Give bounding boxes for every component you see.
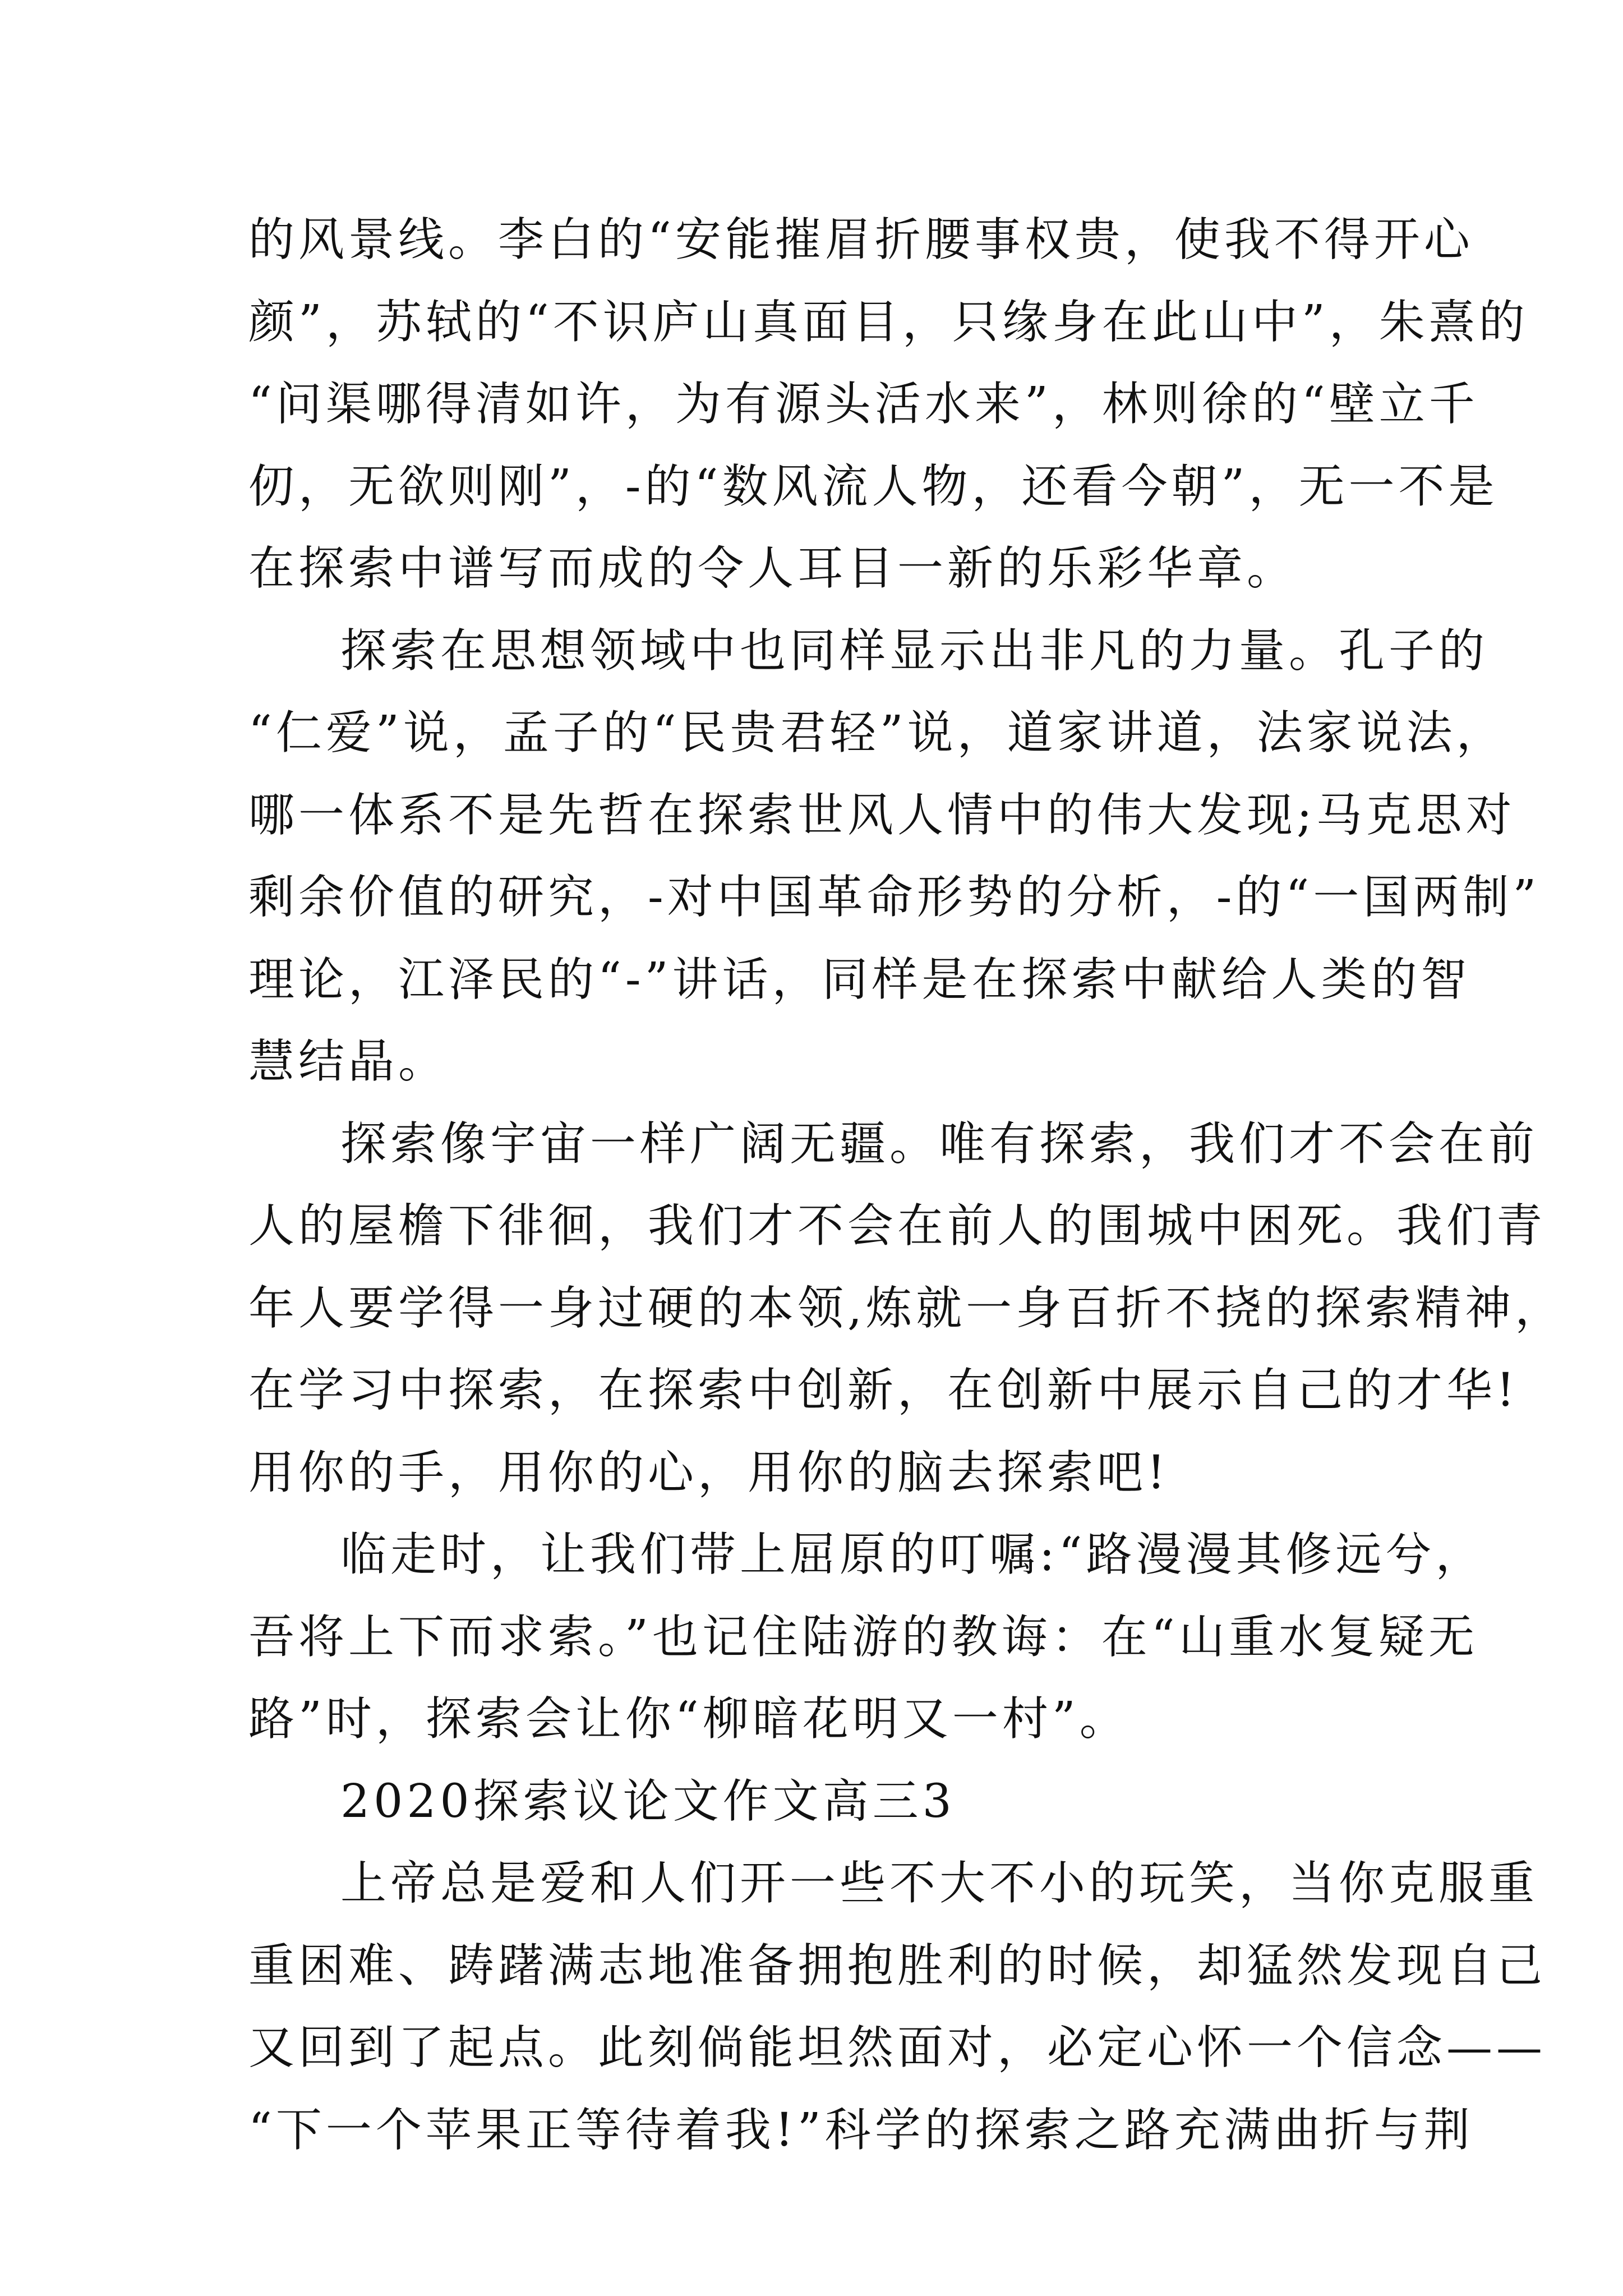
text-line: 理论，江泽民的“-”讲话，同样是在探索中献给人类的智 — [248, 953, 1471, 1006]
text-line: 人的屋檐下徘徊，我们才不会在前人的围城中困死。我们青 — [248, 1199, 1547, 1253]
text-line: 哪一体系不是先哲在探索世风人情中的伟大发现;马克思对 — [248, 788, 1516, 842]
text-line: 的风景线。李白的“安能摧眉折腰事权贵，使我不得开心 — [248, 213, 1474, 266]
text-line: 在探索中谱写而成的令人耳目一新的乐彩华章。 — [248, 542, 1297, 595]
text-line: 年人要学得一身过硬的本领,炼就一身百折不挠的探索精神， — [248, 1281, 1565, 1335]
text-line: “问渠哪得清如许，为有源头活水来”，林则徐的“壁立千 — [248, 378, 1479, 431]
text-line: 上帝总是爱和人们开一些不大不小的玩笑，当你克服重 — [340, 1857, 1539, 1910]
text-line: 临走时，让我们带上屈原的叮嘱:“路漫漫其修远兮， — [340, 1528, 1486, 1581]
text-line: 又回到了起点。此刻倘能坦然面对，必定心怀一个信念—— — [248, 2021, 1547, 2074]
text-line: 探索像宇宙一样广阔无疆。唯有探索，我们才不会在前 — [340, 1117, 1539, 1171]
text-line: 路”时，探索会让你“柳暗花明又一村”。 — [248, 1692, 1129, 1746]
text-line: 重困难、踌躇满志地准备拥抱胜利的时候，却猛然发现自己 — [248, 1939, 1547, 1993]
text-line: “下一个苹果正等待着我!”科学的探索之路充满曲折与荆 — [248, 2103, 1474, 2157]
text-line: 剩余价值的研究，-对中国革命形势的分析，-的“一国两制” — [248, 871, 1541, 924]
document-body — [248, 199, 1565, 2171]
text-line: 在学习中探索，在探索中创新，在创新中展示自己的才华! — [248, 1364, 1519, 1417]
text-line: “仁爱”说，孟子的“民贵君轻”说，道家讲道，法家说法， — [248, 706, 1506, 760]
text-line: 颜”，苏轼的“不识庐山真面目，只缘身在此山中”，朱熹的 — [248, 295, 1529, 349]
text-line: 2020探索议论文作文高三3 — [340, 1774, 956, 1828]
text-line: 仞，无欲则刚”，-的“数风流人物，还看今朝”，无一不是 — [248, 459, 1498, 513]
text-line: 探索在思想领域中也同样显示出非凡的力量。孔子的 — [340, 624, 1489, 678]
text-line: 吾将上下而求索。”也记住陆游的教诲：在“山重水复疑无 — [248, 1610, 1478, 1664]
text-line: 慧结晶。 — [248, 1035, 449, 1088]
text-line: 用你的手，用你的心，用你的脑去探索吧! — [248, 1446, 1169, 1499]
